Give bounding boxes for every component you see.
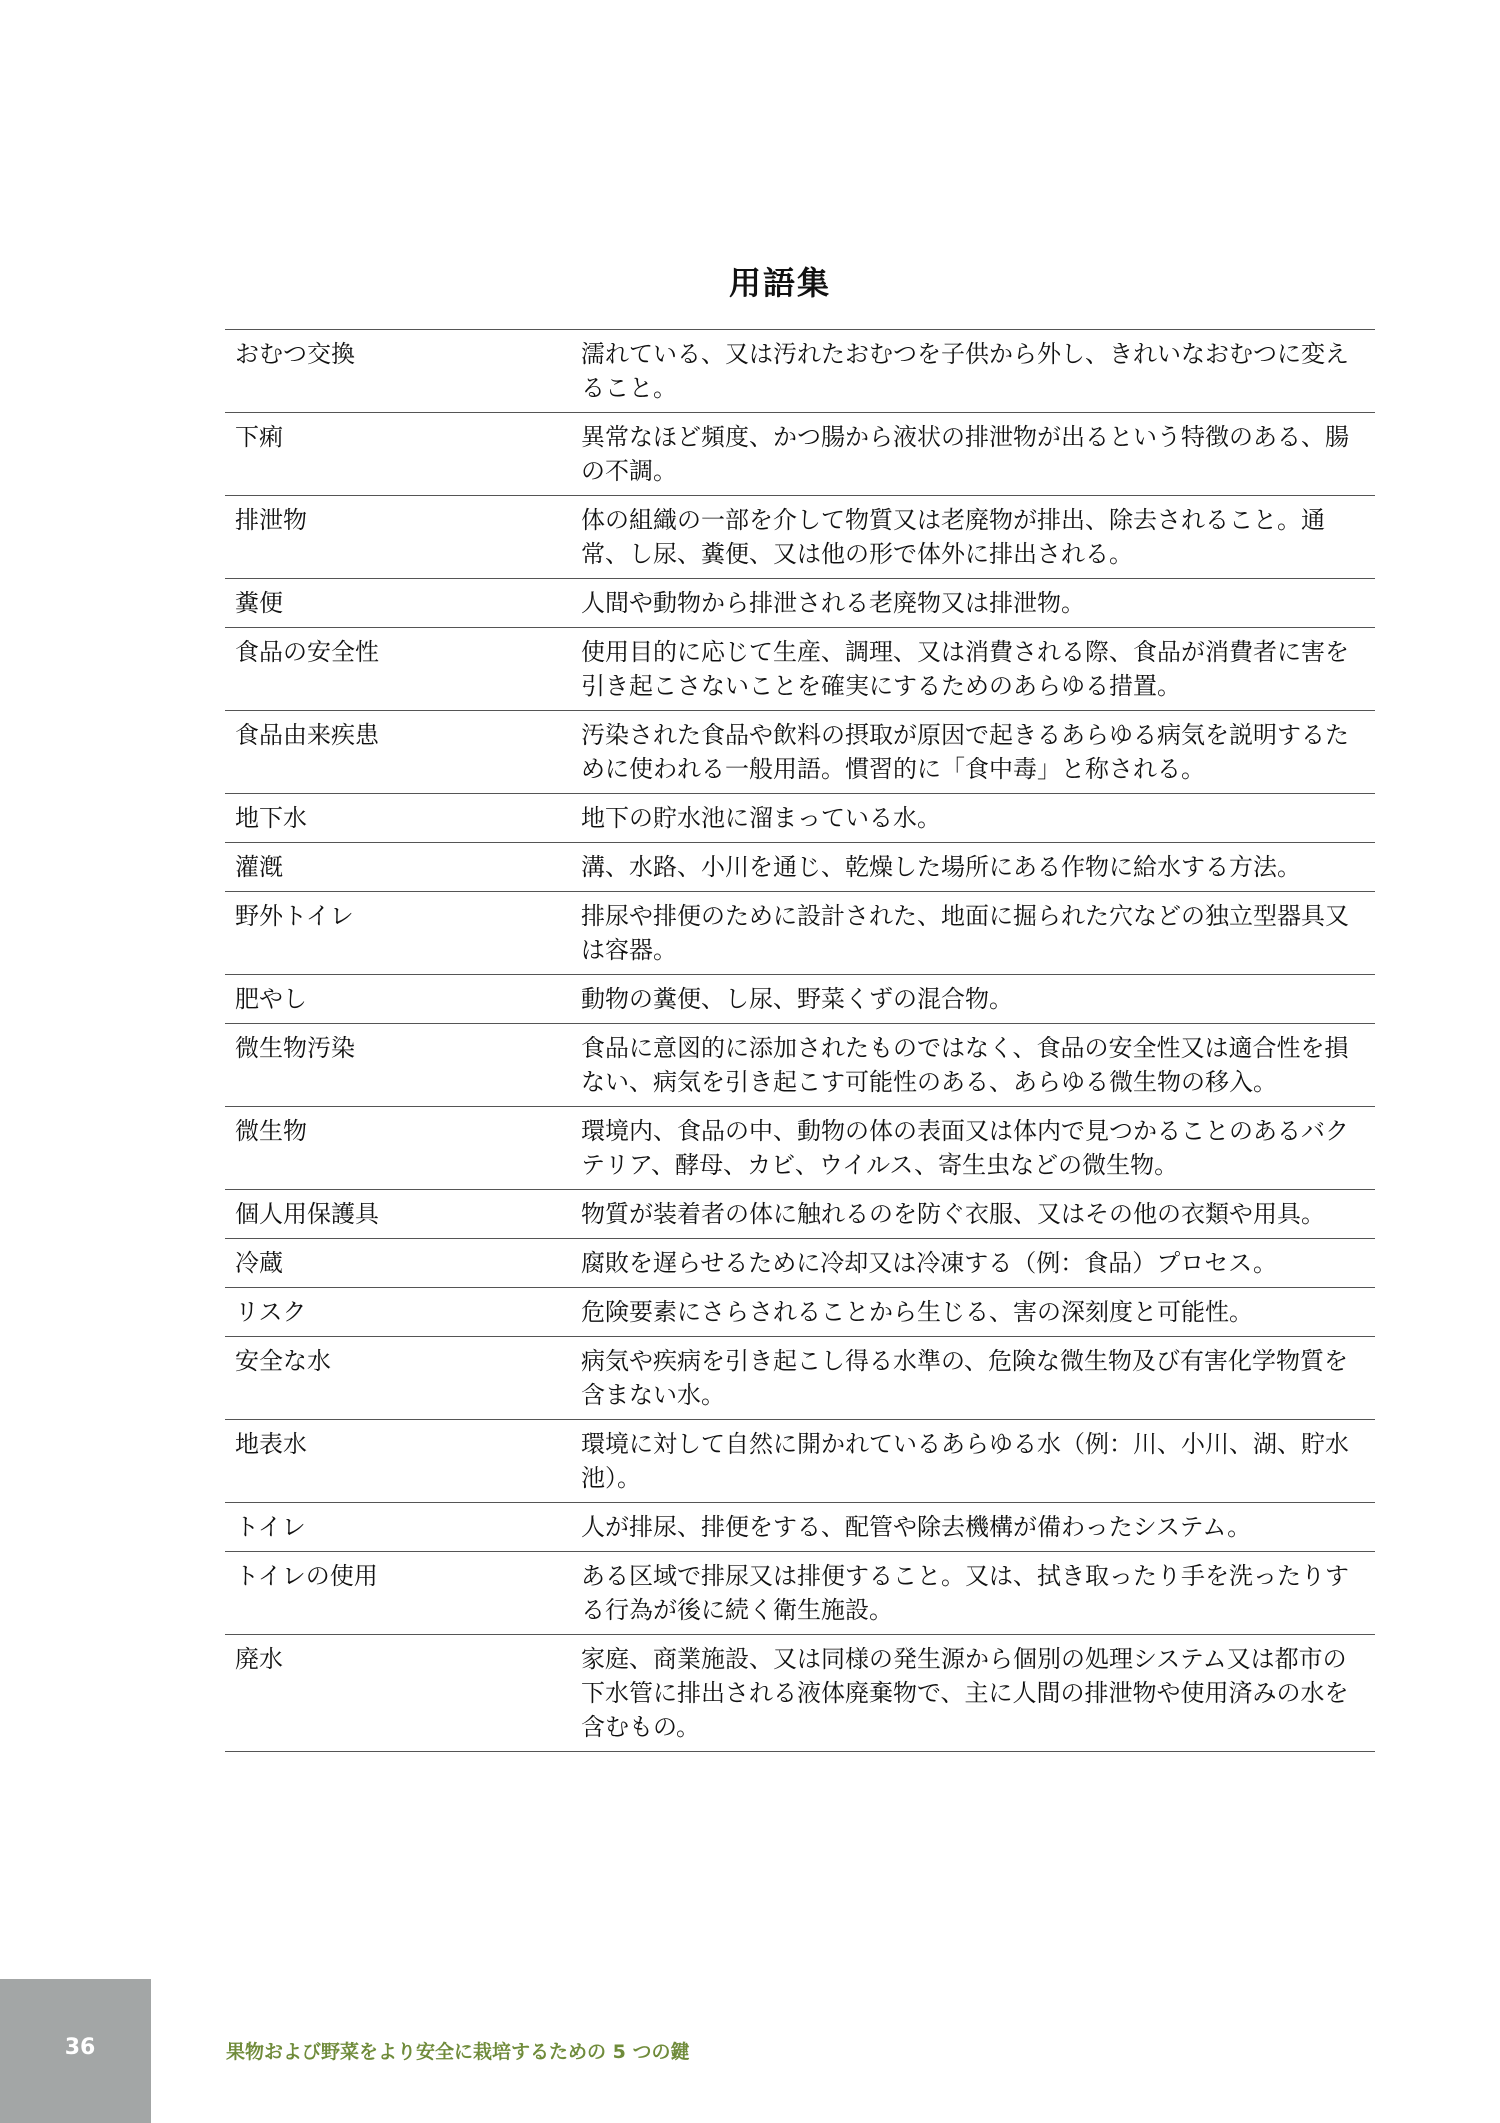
glossary-row (225, 1239, 1375, 1288)
glossary-term: トイレ (235, 1513, 306, 1541)
glossary-term: トイレの使用 (235, 1562, 378, 1590)
glossary-definition: 使用目的に応じて生産、調理、又は消費される際、食品が消費者に害を引き起こさないことを確実にするためのあらゆる措置。 (581, 638, 1349, 700)
glossary-row (225, 975, 1375, 1024)
glossary-row (225, 892, 1375, 975)
page-title: 用語集 (728, 264, 831, 302)
glossary-term: 安全な水 (235, 1347, 331, 1375)
glossary-definition: 食品に意図的に添加されたものではなく、食品の安全性又は適合性を損ない、病気を引き起こす可能性のある、あらゆる微生物の移入。 (581, 1034, 1349, 1096)
glossary-row (225, 413, 1375, 496)
glossary-table (225, 329, 1375, 1752)
glossary-definition: 排尿や排便のために設計された、地面に掘られた穴などの独立型器具又は容器。 (581, 902, 1349, 964)
glossary-definition: 異常なほど頻度、かつ腸から液状の排泄物が出るという特徴のある、腸の不調。 (581, 423, 1349, 485)
glossary-row (225, 1190, 1375, 1239)
glossary-term: 地下水 (235, 804, 307, 832)
glossary-row (225, 1107, 1375, 1190)
glossary-row (225, 1420, 1375, 1503)
glossary-term: 微生物 (235, 1117, 307, 1145)
glossary-definition: 濡れている、又は汚れたおむつを子供から外し、きれいなおむつに変えること。 (581, 340, 1349, 402)
glossary-row (225, 330, 1375, 413)
glossary-term: 個人用保護具 (235, 1200, 379, 1228)
glossary-row (225, 1635, 1375, 1752)
glossary-definition: ある区域で排尿又は排便すること。又は、拭き取ったり手を洗ったりする行為が後に続く衛生施設。 (581, 1562, 1349, 1624)
glossary-term: 食品由来疾患 (235, 721, 379, 749)
glossary-definition: 体の組織の一部を介して物質又は老廃物が排出、除去されること。通常、し尿、糞便、又は他の形で体外に排出される。 (581, 506, 1325, 568)
glossary-definition: 地下の貯水池に溜まっている水。 (581, 804, 941, 832)
glossary-definition: 人間や動物から排泄される老廃物又は排泄物。 (581, 589, 1085, 617)
glossary-row (225, 1337, 1375, 1420)
glossary-definition: 環境内、食品の中、動物の体の表面又は体内で見つかることのあるバクテリア、酵母、カビ、ウイルス、寄生虫などの微生物。 (581, 1117, 1349, 1179)
glossary-definition: 人が排尿、排便をする、配管や除去機構が備わったシステム。 (581, 1513, 1252, 1541)
glossary-definition: 動物の糞便、し尿、野菜くずの混合物。 (581, 985, 1013, 1013)
glossary-row (225, 1552, 1375, 1635)
footer-title: 果物および野菜をより安全に栽培するための 5 つの鍵 (226, 2041, 690, 2063)
glossary-term: 灌漑 (235, 853, 283, 881)
glossary-row (225, 794, 1375, 843)
glossary-row (225, 711, 1375, 794)
glossary-term: 糞便 (235, 589, 283, 617)
glossary-term: 下痢 (235, 423, 283, 451)
page-number: 36 (64, 2035, 96, 2060)
glossary-term: 地表水 (235, 1430, 307, 1458)
glossary-row (225, 843, 1375, 892)
glossary-definition: 腐敗を遅らせるために冷却又は冷凍する（例：食品）プロセス。 (581, 1249, 1277, 1277)
glossary-definition: 病気や疾病を引き起こし得る水準の、危険な微生物及び有害化学物質を含まない水。 (581, 1347, 1349, 1409)
glossary-term: 排泄物 (235, 506, 307, 534)
glossary-definition: 物質が装着者の体に触れるのを防ぐ衣服、又はその他の衣類や用具。 (581, 1200, 1325, 1228)
glossary-row (225, 1503, 1375, 1552)
glossary-term: リスク (235, 1298, 307, 1326)
glossary-term: 廃水 (235, 1645, 283, 1673)
glossary-row (225, 1024, 1375, 1107)
glossary-term: 微生物汚染 (235, 1034, 355, 1062)
glossary-row (225, 628, 1375, 711)
glossary-term: 冷蔵 (235, 1249, 283, 1277)
glossary-term: おむつ交換 (235, 340, 355, 368)
glossary-row (225, 579, 1375, 628)
glossary-definition: 危険要素にさらされることから生じる、害の深刻度と可能性。 (581, 1298, 1253, 1326)
glossary-definition: 溝、水路、小川を通じ、乾燥した場所にある作物に給水する方法。 (581, 853, 1301, 881)
glossary-term: 食品の安全性 (235, 638, 379, 666)
glossary-term: 肥やし (235, 985, 307, 1013)
glossary-term: 野外トイレ (235, 902, 354, 930)
glossary-row (225, 1288, 1375, 1337)
glossary-body (225, 330, 1375, 1752)
glossary-definition: 家庭、商業施設、又は同様の発生源から個別の処理システム又は都市の下水管に排出される液体廃棄物で、主に人間の排泄物や使用済みの水を含むもの。 (581, 1645, 1349, 1741)
glossary-definition: 汚染された食品や飲料の摂取が原因で起きるあらゆる病気を説明するために使われる一般用語。慣習的に「食中毒」と称される。 (581, 721, 1349, 783)
glossary-row (225, 496, 1375, 579)
glossary-definition: 環境に対して自然に開かれているあらゆる水（例：川、小川、湖、貯水池）。 (581, 1430, 1349, 1492)
